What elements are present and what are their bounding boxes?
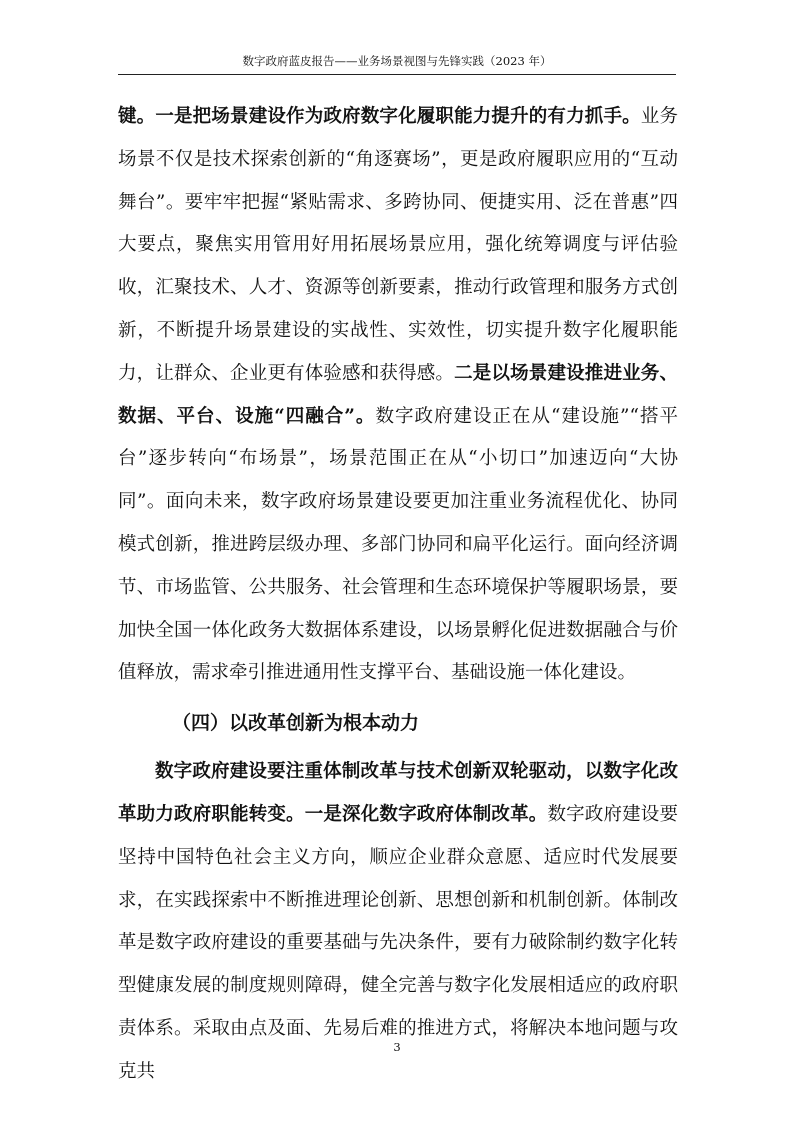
paragraph-text: 业务场景不仅是技术探索创新的“角逐赛场”，更是政府履职应用的“互动舞台”。要牢牢把握“紧贴需求、多跨协同、便捷实用、泛在普惠”四大要点，聚焦实用管用好用拓展场景应用，强化统筹调度与评估验收，汇聚技术、人才、资源等创新要素，推动行政管理和服务方式创新，不断提升场景建设的实战性、实效性，切实提升数字化履职能力，让群众、企业更有体验感和获得感。 — [118, 106, 678, 384]
page-body — [118, 96, 678, 1094]
running-header — [118, 52, 676, 75]
page-number: 3 — [393, 1040, 401, 1054]
paragraph-scenario-building — [118, 96, 678, 695]
point-one-heading: 一是把场景建设作为政府数字化履职能力提升的有力抓手。 — [155, 106, 641, 127]
section-heading: （四）以改革创新为根本动力 — [172, 712, 420, 735]
point-two-heading: 二是以场景建设推进业务、数据、平台、设施“四融合”。 — [118, 362, 678, 427]
paragraph-text: 数字政府建设要坚持中国特色社会主义方向，顺应企业群众意愿、适应时代发展要求，在实践探索中不断推进理论创新、思想创新和机制创新。体制改革是数字政府建设的重要基础与先决条件，要有力破除制约数字化转型健康发展的制度规则障碍，健全完善与数字化发展相适应的政府职责体系。采取由点及面、先易后难的推进方式，将解决本地问题与攻克共 — [118, 803, 678, 1082]
paragraph-lead-bold: 数字政府建设要注重体制改革与技术创新双轮驱动，以数字化改革助力政府职能转变。 — [118, 761, 678, 825]
paragraph-text: 数字政府建设正在从“建设施”“搭平台”逐步转向“布场景”，场景范围正在从“小切口”加速迈向“大协同”。面向未来，数字政府场景建设要更加注重业务流程优化、协同模式创新，推进跨层级办理、多部门协同和扁平化运行。面向经济调节、市场监管、公共服务、社会管理和生态环境保护等履职场景，要加快全国一体化政务大数据体系建设，以场景孵化促进数据融合与价值释放，需求牵引推进通用性支撑平台、基础设施一体化建设。 — [118, 405, 678, 684]
running-header-title: 数字政府蓝皮报告——业务场景视图与先锋实践（2023 年） — [242, 54, 552, 68]
point-one-heading: 一是深化数字政府体制改革。 — [304, 803, 548, 825]
paragraph-text-bold: 键。 — [118, 106, 156, 127]
